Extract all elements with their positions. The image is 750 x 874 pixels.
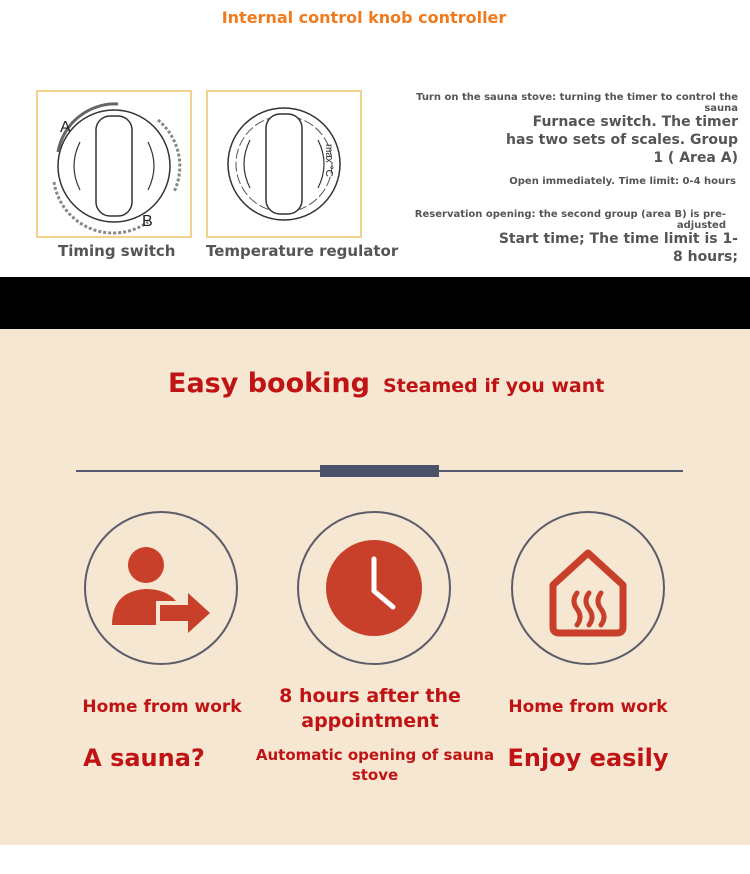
clock-icon (299, 513, 449, 663)
description-line-2: Furnace switch. The timer has two sets of scales. Group 1 ( Area A) (506, 114, 738, 166)
feature-circle-clock (297, 511, 451, 665)
footer-strip (0, 845, 750, 874)
description-line-4: Reservation opening: the second group (area B) is pre-adjusted (414, 209, 726, 231)
knob-mark-b: B (142, 213, 153, 230)
feature-1-line-1: Home from work (82, 697, 242, 717)
booking-subtitle: Steamed if you want (383, 375, 605, 397)
description-line-5: Start time; The time limit is 1-8 hours; (498, 231, 738, 265)
feature-2-line-1: 8 hours after the appointment (279, 685, 461, 732)
timing-switch-label: Timing switch (58, 242, 176, 260)
top-section (0, 0, 750, 277)
feature-1-line-2: A sauna? (83, 744, 205, 772)
section-divider-accent (320, 465, 439, 477)
temperature-knob-icon (208, 92, 360, 236)
page-title: Internal control knob controller (221, 8, 507, 27)
description-line-1: Turn on the sauna stove: turning the timer to control the sauna (416, 92, 738, 114)
feature-3-line-1: Home from work (508, 697, 668, 717)
temperature-regulator-diagram (206, 90, 362, 238)
black-divider-band (0, 277, 750, 329)
temperature-regulator-label: Temperature regulator (206, 242, 399, 260)
description-line-3: Open immediately. Time limit: 0-4 hours (509, 176, 736, 187)
knob-mark-a: A (60, 119, 71, 136)
timing-knob-icon (38, 92, 190, 236)
timing-switch-diagram (36, 90, 192, 238)
feature-2-line-2: Automatic opening of sauna stove (255, 746, 495, 784)
house-heat-icon (513, 513, 663, 663)
knob-mark-max: max °C (323, 144, 334, 177)
feature-circle-home (84, 511, 238, 665)
feature-circle-house (511, 511, 665, 665)
feature-3-line-2: Enjoy easily (507, 744, 669, 772)
booking-title: Easy booking (168, 368, 370, 399)
person-arrow-icon (86, 513, 236, 663)
